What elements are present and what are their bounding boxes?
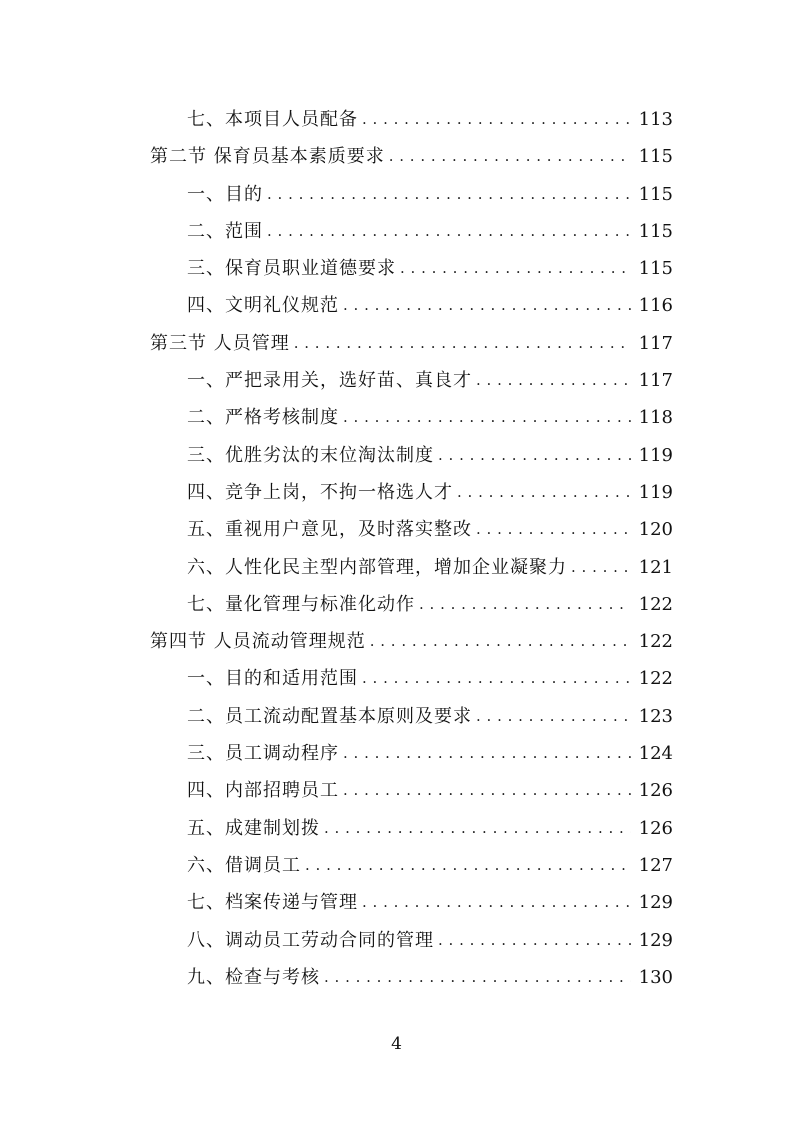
toc-entry-title: 四、内部招聘员工 [187,780,339,802]
toc-entry-title: 一、目的 [187,183,263,205]
toc-dot-leader [370,623,631,660]
toc-dot-leader [267,176,631,213]
toc-entry-page: 127 [638,854,673,876]
toc-subsection-entry[interactable] [0,660,793,697]
toc-subsection-entry[interactable] [0,287,793,324]
toc-subsection-entry[interactable] [0,549,793,586]
toc-dot-leader [267,213,631,250]
toc-entry-title: 六、人性化民主型内部管理，增加企业凝聚力 [187,556,567,578]
toc-dot-leader [476,511,631,548]
toc-subsection-entry[interactable] [0,362,793,399]
toc-dot-leader [343,399,631,436]
toc-dot-leader [571,549,631,586]
toc-entry-title: 一、目的和适用范围 [187,668,358,690]
toc-entry-title: 四、文明礼仪规范 [187,295,339,317]
toc-subsection-entry[interactable] [0,399,793,436]
toc-dot-leader [362,884,631,921]
toc-entry-title: 五、重视用户意见，及时落实整改 [187,519,472,541]
toc-dot-leader [389,138,631,175]
toc-entry-page: 116 [638,295,673,317]
toc-entry-title: 二、严格考核制度 [187,407,339,429]
toc-entry-page: 122 [638,631,673,653]
toc-entry-page: 117 [638,332,673,354]
toc-subsection-entry[interactable] [0,101,793,138]
toc-dot-leader [343,772,631,809]
toc-subsection-entry[interactable] [0,847,793,884]
toc-entry-page: 129 [638,892,673,914]
toc-entry-title: 三、员工调动程序 [187,743,339,765]
toc-entry-page: 120 [638,519,673,541]
toc-entry-title: 三、优胜劣汰的末位淘汰制度 [187,444,434,466]
toc-dot-leader [438,922,631,959]
toc-dot-leader [457,474,631,511]
toc-entry-title: 九、检查与考核 [187,966,320,988]
toc-dot-leader [476,698,631,735]
toc-entry-title: 第二节 保育员基本素质要求 [150,146,385,168]
toc-dot-leader [305,847,631,884]
toc-subsection-entry[interactable] [0,176,793,213]
toc-subsection-entry[interactable] [0,772,793,809]
toc-entry-page: 123 [638,705,673,727]
toc-entry-title: 六、借调员工 [187,854,301,876]
toc-entry-page: 124 [638,743,673,765]
toc-entry-title: 五、成建制划拨 [187,817,320,839]
toc-dot-leader [343,287,631,324]
toc-entry-title: 七、本项目人员配备 [187,109,358,130]
toc-dot-leader [419,586,631,623]
toc-dot-leader [324,959,631,996]
toc-subsection-entry[interactable] [0,698,793,735]
table-of-contents [0,101,793,996]
toc-dot-leader [324,810,631,847]
toc-entry-page: 113 [638,109,673,130]
toc-entry-page: 130 [638,966,673,988]
toc-entry-page: 118 [638,407,673,429]
toc-entry-title: 第三节 人员管理 [150,332,290,354]
toc-section-entry[interactable] [0,325,793,362]
toc-entry-page: 117 [638,370,673,392]
toc-subsection-entry[interactable] [0,735,793,772]
toc-dot-leader [343,735,631,772]
toc-entry-page: 115 [638,220,673,242]
toc-section-entry[interactable] [0,623,793,660]
toc-entry-title: 二、员工流动配置基本原则及要求 [187,705,472,727]
toc-subsection-entry[interactable] [0,437,793,474]
toc-subsection-entry[interactable] [0,810,793,847]
toc-dot-leader [476,362,631,399]
toc-entry-page: 122 [638,593,673,615]
toc-entry-title: 八、调动员工劳动合同的管理 [187,929,434,951]
toc-subsection-entry[interactable] [0,922,793,959]
toc-entry-page: 115 [638,146,673,168]
toc-subsection-entry[interactable] [0,250,793,287]
toc-entry-title: 一、严把录用关，选好苗、真良才 [187,370,472,392]
toc-entry-title: 三、保育员职业道德要求 [187,258,396,280]
toc-entry-title: 七、档案传递与管理 [187,892,358,914]
toc-section-entry[interactable] [0,138,793,175]
toc-dot-leader [362,660,631,697]
toc-dot-leader [362,101,631,138]
toc-entry-title: 第四节 人员流动管理规范 [150,631,366,653]
toc-entry-page: 119 [638,444,673,466]
toc-entry-page: 129 [638,929,673,951]
toc-subsection-entry[interactable] [0,884,793,921]
toc-dot-leader [400,250,631,287]
toc-entry-page: 126 [638,780,673,802]
toc-entry-page: 119 [638,481,673,503]
toc-entry-title: 七、量化管理与标准化动作 [187,593,415,615]
toc-dot-leader [294,325,631,362]
toc-entry-page: 126 [638,817,673,839]
toc-entry-page: 121 [638,556,673,578]
toc-subsection-entry[interactable] [0,586,793,623]
toc-subsection-entry[interactable] [0,474,793,511]
toc-subsection-entry[interactable] [0,213,793,250]
page-number: 4 [391,1034,402,1054]
toc-entry-page: 115 [638,183,673,205]
toc-entry-title: 四、竞争上岗，不拘一格选人才 [187,481,453,503]
toc-dot-leader [438,437,631,474]
toc-entry-page: 115 [638,258,673,280]
toc-subsection-entry[interactable] [0,959,793,996]
toc-subsection-entry[interactable] [0,511,793,548]
toc-entry-page: 122 [638,668,673,690]
toc-entry-title: 二、范围 [187,220,263,242]
